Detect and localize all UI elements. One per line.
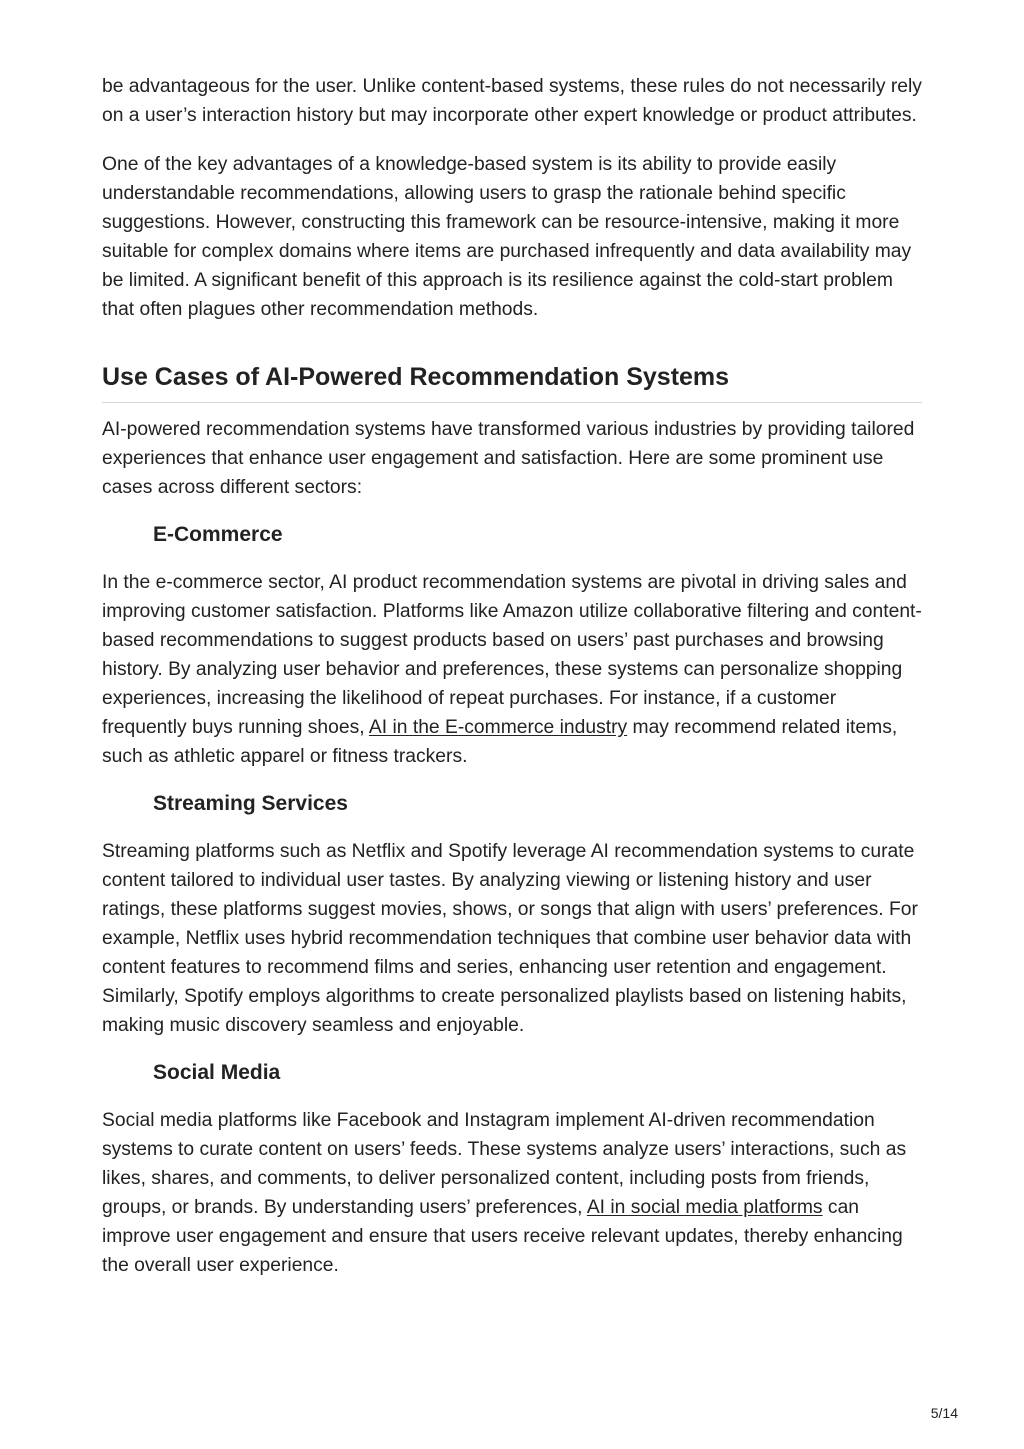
social-media-paragraph	[102, 1106, 922, 1280]
document-page	[102, 72, 922, 1280]
social-media-platforms-link[interactable]: AI in social media platforms	[586, 1197, 823, 1218]
ecommerce-industry-link[interactable]: AI in the E-commerce industry	[368, 717, 628, 738]
section-title: Use Cases of AI-Powered Recommendation Systems	[102, 360, 922, 403]
streaming-heading: Streaming Services	[153, 792, 348, 815]
ecommerce-text-before-link: In the e-commerce sector, AI product recommendation systems are pivotal in driving sales and improving customer satisfaction. Platforms like Amazon utilize collaborative filtering and content-based recommendations to suggest products based on users’ past purchases and browsing history. By analyzing user behavior and preferences, these systems can personalize shopping experiences, increasing the likelihood of repeat purchases. For instance, if a customer frequently buys running shoes,	[102, 572, 922, 738]
social-media-heading: Social Media	[153, 1061, 281, 1084]
page-number: 5/14	[930, 1405, 958, 1421]
streaming-paragraph: Streaming platforms such as Netflix and Spotify leverage AI recommendation systems to curate content tailored to individual user tastes. By analyzing viewing or listening history and user ratings, these platforms suggest movies, shows, or songs that align with users’ preferences. For example, Netflix uses hybrid recommendation techniques that combine user behavior data with content features to recommend films and series, enhancing user retention and engagement. Similarly, Spotify employs algorithms to create personalized playlists based on listening habits, making music discovery seamless and enjoyable.	[102, 841, 918, 1036]
ecommerce-paragraph	[102, 568, 922, 771]
ecommerce-heading: E-Commerce	[153, 523, 283, 546]
social-text-before-link: Social media platforms like Facebook and Instagram implement AI-driven recommendation systems to curate content on users’ feeds. These systems analyze users’ interactions, such as likes, shares, and comments, to deliver personalized content, including posts from friends, groups, or brands. By understanding users’ preferences,	[102, 1110, 907, 1218]
ecommerce-text-after-link: may recommend related items, such as athletic apparel or fitness trackers.	[102, 717, 898, 767]
intro-paragraph-1: be advantageous for the user. Unlike content-based systems, these rules do not necessarily rely on a user’s interaction history but may incorporate other expert knowledge or product attributes.	[102, 76, 922, 126]
section-intro-paragraph: AI-powered recommendation systems have transformed various industries by providing tailored experiences that enhance user engagement and satisfaction. Here are some prominent use cases across different sectors:	[102, 419, 915, 498]
social-text-after-link: can improve user engagement and ensure that users receive relevant updates, thereby enhancing the overall user experience.	[102, 1197, 903, 1276]
intro-paragraph-2: One of the key advantages of a knowledge-based system is its ability to provide easily understandable recommendations, allowing users to grasp the rationale behind specific suggestions. However, constructing this framework can be resource-intensive, making it more suitable for complex domains where items are purchased infrequently and data availability may be limited. A significant benefit of this approach is its resilience against the cold-start problem that often plagues other recommendation methods.	[102, 154, 912, 320]
